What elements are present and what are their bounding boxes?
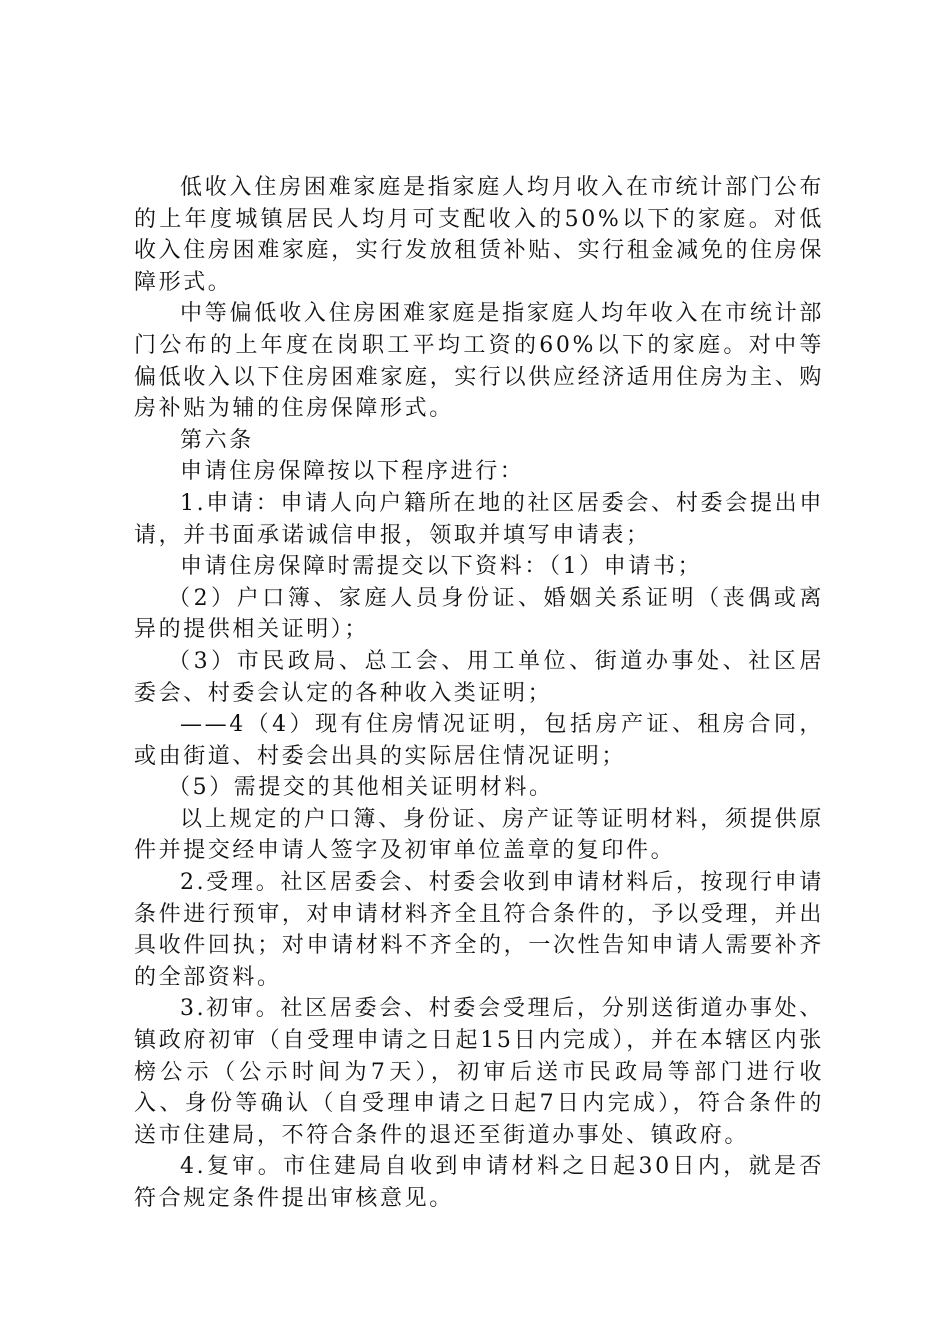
paragraph-original-copies: 以上规定的户口簿、身份证、房产证等证明材料，须提供原件并提交经申请人签字及初审单位盖章的复印件。 <box>134 806 824 864</box>
paragraph-middle-low-income-definition: 中等偏低收入住房困难家庭是指家庭人均年收入在市统计部门公布的上年度在岗职工平均工资的60%以下的家庭。对中等偏低收入以下住房困难家庭，实行以供应经济适用住房为主、购房补贴为辅的住房保障形式。 <box>134 301 824 422</box>
paragraph-low-income-definition: 低收入住房困难家庭是指家庭人均月收入在市统计部门公布的上年度城镇居民人均月可支配收入的50%以下的家庭。对低收入住房困难家庭，实行发放租赁补贴、实行租金减免的住房保障形式。 <box>134 175 824 295</box>
paragraph-required-materials: 申请住房保障时需提交以下资料：（1）申请书； <box>180 554 703 580</box>
paragraph-material-5: （5）需提交的其他相关证明材料。 <box>168 775 554 801</box>
article-heading-six: 第六条 <box>180 427 254 453</box>
document-body <box>134 172 824 1215</box>
paragraph-material-2: （2）户口簿、家庭人员身份证、婚姻关系证明（丧偶或离异的提供相关证明）； <box>134 585 824 643</box>
paragraph-material-3: （3）市民政局、总工会、用工单位、街道办事处、社区居委会、村委会认定的各种收入类证明； <box>134 648 824 706</box>
paragraph-step-re-review: 4.复审。市住建局自收到申请材料之日起30日内，就是否符合规定条件提出审核意见。 <box>134 1154 824 1211</box>
paragraph-step-apply: 1.申请：申请人向户籍所在地的社区居委会、村委会提出申请，并书面承诺诚信申报，领取并填写申请表； <box>134 490 824 548</box>
paragraph-step-preliminary-review: 3.初审。社区居委会、村委会受理后，分别送街道办事处、镇政府初审（自受理申请之日起15日内完成），并在本辖区内张榜公示（公示时间为7天），初审后送市民政局等部门进行收入、身份等确认（自受理申请之日起7日内完成），符合条件的送市住建局，不符合条件的退还至街道办事处、镇政府。 <box>134 996 824 1148</box>
paragraph-procedure-intro: 申请住房保障按以下程序进行： <box>180 459 525 485</box>
paragraph-step-accept: 2.受理。社区居委会、村委会收到申请材料后，按现行申请条件进行预审，对申请材料齐全且符合条件的，予以受理，并出具收件回执；对申请材料不齐全的，一次性告知申请人需要补齐的全部资料。 <box>134 870 824 990</box>
paragraph-material-4: ——4（4）现有住房情况证明，包括房产证、租房合同，或由街道、村委会出具的实际居住情况证明； <box>134 712 824 769</box>
